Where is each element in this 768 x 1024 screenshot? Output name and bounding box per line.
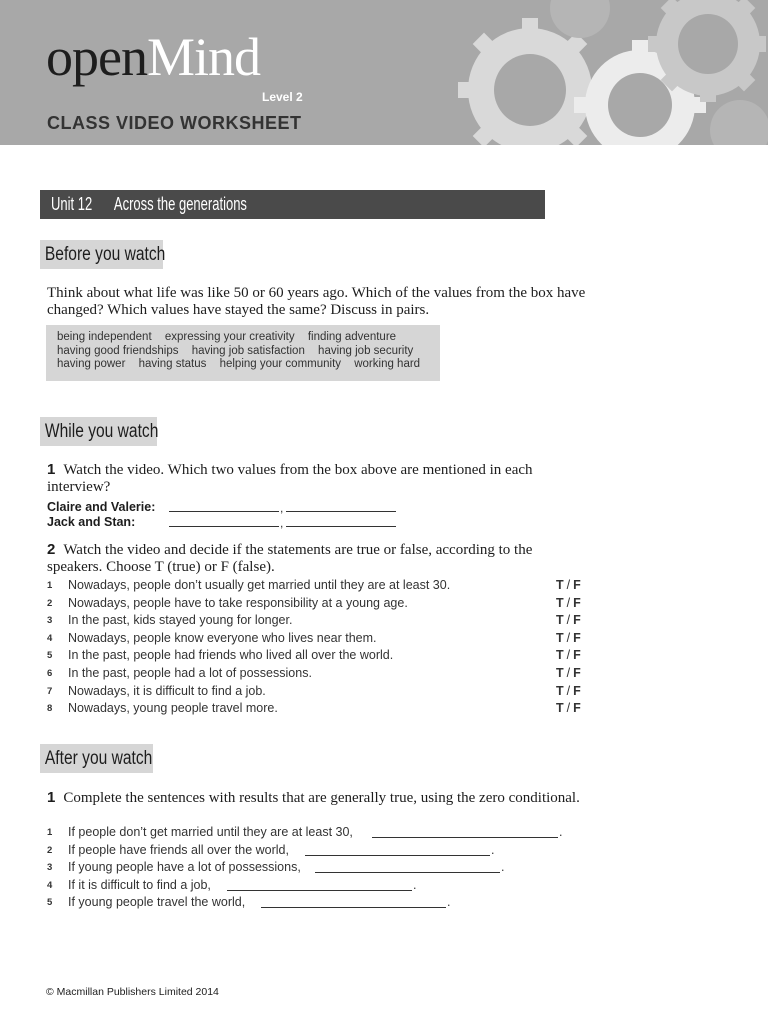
- slash-separator: /: [566, 701, 571, 716]
- statement-text: Nowadays, people know everyone who lives near them.: [68, 630, 377, 645]
- answer-blank[interactable]: [261, 907, 446, 908]
- period: .: [447, 895, 451, 910]
- true-false-choice: [556, 648, 581, 662]
- slash-separator: /: [566, 648, 571, 663]
- false-option[interactable]: F: [573, 666, 581, 680]
- period: .: [501, 860, 505, 875]
- false-option[interactable]: F: [573, 630, 581, 645]
- true-option[interactable]: T: [556, 666, 564, 680]
- gears-graphic: [440, 0, 768, 145]
- true-option[interactable]: T: [556, 648, 564, 663]
- value-item: expressing your creativity: [164, 331, 295, 343]
- comma: ,: [280, 501, 284, 515]
- sentence-number: 4: [47, 879, 53, 891]
- false-option[interactable]: F: [573, 613, 581, 628]
- true-option[interactable]: T: [556, 578, 564, 592]
- exercise-number: 1: [47, 461, 56, 478]
- value-item: having job satisfaction: [191, 344, 305, 357]
- header-banner: [0, 0, 768, 145]
- exercise-text: Watch the video. Which two values from the box above are mentioned in each interview?: [47, 462, 533, 495]
- statement-number: 2: [47, 597, 53, 609]
- statement-text: In the past, people had friends who lived all over the world.: [68, 648, 394, 663]
- true-false-choice: [556, 701, 581, 715]
- while-ex2-instruction: [47, 541, 587, 576]
- pair-label-claire-valerie: Claire and Valerie:: [47, 500, 156, 514]
- statement-number: 7: [47, 685, 53, 697]
- section-label-text: After you watch: [44, 748, 153, 769]
- values-box: [46, 325, 440, 381]
- statement-row: [47, 701, 587, 718]
- statement-text: In the past, kids stayed young for longer.: [68, 613, 293, 628]
- value-item: being independent: [57, 331, 152, 343]
- slash-separator: /: [566, 595, 571, 610]
- statement-number: 6: [47, 668, 53, 679]
- true-option[interactable]: T: [556, 683, 564, 698]
- unit-title-bar: [40, 190, 545, 219]
- value-item: working hard: [354, 358, 421, 370]
- answer-blank[interactable]: [305, 855, 490, 856]
- true-false-choice: [556, 666, 581, 680]
- period: .: [491, 842, 495, 857]
- statement-number: 5: [47, 650, 53, 662]
- statement-number: 4: [47, 632, 53, 644]
- value-item: having power: [57, 358, 126, 370]
- level-label: Level 2: [262, 90, 303, 104]
- statement-text: Nowadays, people have to take responsibility at a young age.: [68, 595, 408, 610]
- slash-separator: /: [566, 578, 571, 592]
- exercise-text: Watch the video and decide if the statements are true or false, according to the speakers. Choose T (true) or F (false).: [47, 542, 533, 575]
- values-row: [46, 331, 440, 345]
- period: .: [559, 825, 563, 839]
- slash-separator: /: [566, 666, 571, 680]
- statement-row: [47, 578, 587, 595]
- statement-row: [47, 631, 587, 648]
- statement-number: 1: [47, 580, 53, 591]
- logo-mind-text: Mind: [146, 27, 260, 87]
- openmind-logo: [46, 27, 260, 87]
- slash-separator: /: [566, 630, 571, 645]
- statement-number: 3: [47, 615, 53, 627]
- true-option[interactable]: T: [556, 613, 564, 628]
- slash-separator: /: [566, 683, 571, 698]
- answer-blank[interactable]: [286, 511, 396, 512]
- worksheet-subtitle: CLASS VIDEO WORKSHEET: [47, 113, 302, 133]
- statement-row: [47, 666, 587, 683]
- sentence-text: If it is difficult to find a job,: [68, 877, 211, 892]
- comma: ,: [280, 516, 284, 530]
- sentence-text: If young people have a lot of possessions,: [68, 860, 301, 875]
- value-item: having good friendships: [57, 344, 179, 357]
- false-option[interactable]: F: [573, 648, 581, 663]
- values-row: [46, 345, 440, 359]
- section-while-you-watch: [40, 417, 157, 446]
- value-item: having status: [138, 358, 207, 370]
- value-item: finding adventure: [307, 331, 397, 343]
- exercise-number: 1: [47, 789, 56, 806]
- false-option[interactable]: F: [573, 595, 581, 610]
- true-false-choice: [556, 684, 581, 698]
- statement-text: In the past, people had a lot of possessions.: [68, 666, 312, 680]
- sentence-text: If people have friends all over the world,: [68, 842, 289, 857]
- slash-separator: /: [566, 613, 571, 628]
- after-ex1-instruction: [47, 789, 587, 807]
- statement-text: Nowadays, people don’t usually get married until they are at least 30.: [68, 578, 451, 592]
- sentence-text: If young people travel the world,: [68, 895, 246, 910]
- exercise-text: Complete the sentences with results that are generally true, using the zero conditional.: [63, 790, 580, 806]
- true-false-choice: [556, 631, 581, 645]
- statement-text: Nowadays, young people travel more.: [68, 701, 278, 716]
- while-ex1-instruction: [47, 461, 587, 496]
- true-option[interactable]: T: [556, 630, 564, 645]
- statement-row: [47, 613, 587, 630]
- sentence-number: 3: [47, 862, 53, 874]
- values-row: [46, 358, 440, 372]
- section-label-text: Before you watch: [44, 244, 166, 265]
- unit-title: Across the generations: [113, 194, 247, 214]
- answer-blank[interactable]: [286, 526, 396, 527]
- value-item: helping your community: [219, 358, 342, 370]
- statement-row: [47, 648, 587, 665]
- sentence-number: 1: [47, 827, 53, 838]
- answer-blank[interactable]: [169, 511, 279, 512]
- value-item: having job security: [318, 344, 414, 357]
- unit-number: Unit 12: [51, 194, 93, 214]
- false-option[interactable]: F: [573, 578, 581, 592]
- sentence-number: 2: [47, 844, 53, 856]
- sentence-text: If people don’t get married until they are at least 30,: [68, 825, 353, 839]
- true-false-choice: [556, 613, 581, 627]
- true-false-choice: [556, 578, 581, 592]
- true-false-choice: [556, 596, 581, 610]
- section-after-you-watch: [40, 744, 153, 773]
- answer-blank[interactable]: [372, 837, 558, 838]
- pair-label-jack-stan: Jack and Stan:: [47, 515, 136, 529]
- answer-blank[interactable]: [315, 872, 500, 873]
- statement-row: [47, 596, 587, 613]
- section-label-text: While you watch: [44, 421, 159, 442]
- sentence-number: 5: [47, 897, 53, 909]
- before-instruction: Think about what life was like 50 or 60 years ago. Which of the values from the box have changed? Which values have stayed the same? Discuss in pairs.: [47, 285, 586, 318]
- answer-blank[interactable]: [169, 526, 279, 527]
- false-option[interactable]: F: [573, 683, 581, 698]
- copyright-footer: © Macmillan Publishers Limited 2014: [46, 986, 219, 998]
- true-option[interactable]: T: [556, 595, 564, 610]
- period: .: [413, 877, 417, 892]
- true-option[interactable]: T: [556, 701, 564, 716]
- statement-text: Nowadays, it is difficult to find a job.: [68, 683, 266, 698]
- statement-row: [47, 684, 587, 701]
- false-option[interactable]: F: [573, 701, 581, 716]
- statement-number: 8: [47, 703, 53, 715]
- section-before-you-watch: [40, 240, 166, 269]
- answer-blank[interactable]: [227, 890, 412, 891]
- exercise-number: 2: [47, 541, 56, 558]
- logo-open-text: open: [46, 27, 147, 87]
